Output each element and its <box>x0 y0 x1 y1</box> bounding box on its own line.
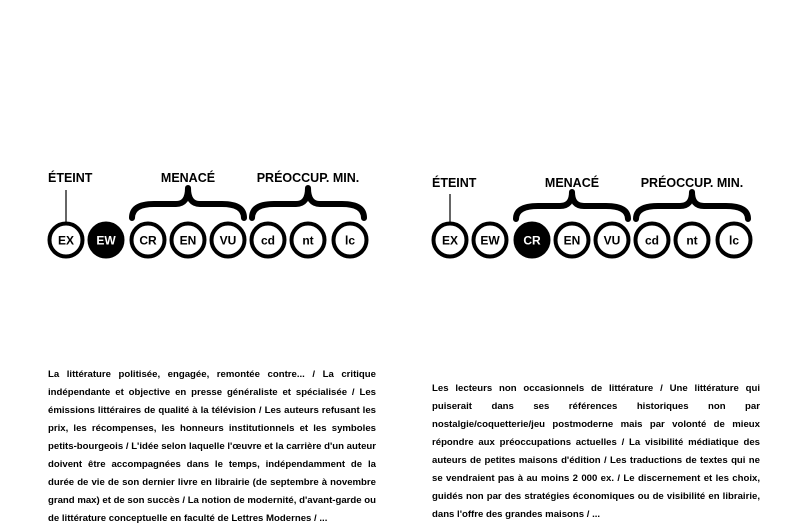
left-status-cd <box>252 224 285 257</box>
svg-text:EX: EX <box>57 233 75 248</box>
svg-text:EX: EX <box>441 233 459 248</box>
left-label-least-concern: PRÉOCCUP. MIN. <box>256 171 360 185</box>
left-conservation-scale <box>44 160 394 270</box>
svg-text:VU: VU <box>603 233 621 248</box>
svg-text:EW: EW <box>96 233 116 248</box>
right-status-cd <box>636 224 669 257</box>
svg-text:nt: nt <box>686 233 698 248</box>
right-least-concern-brace <box>636 192 748 219</box>
svg-text:lc: lc <box>344 233 356 248</box>
left-label-threatened: MENACÉ <box>160 171 216 185</box>
right-conservation-scale <box>428 160 778 270</box>
svg-text:CR: CR <box>523 233 541 248</box>
svg-text:cd: cd <box>260 233 276 248</box>
right-status-ex <box>434 224 467 257</box>
right-threatened-brace <box>516 192 628 219</box>
left-label-extinct: ÉTEINT <box>48 171 93 185</box>
left-status-lc <box>334 224 367 257</box>
right-label-threatened: MENACÉ <box>544 176 600 190</box>
left-status-nt <box>292 224 325 257</box>
left-status-cr <box>132 224 165 257</box>
left-threatened-brace <box>132 188 244 218</box>
svg-text:nt: nt <box>302 233 314 248</box>
right-description-text: Les lecteurs non occasionnels de littérature / Une littérature qui puiserait dans ses références historiques non par nostalgie/coquetterie/jeu postmoderne mais par volonté de mieux répondre aux préoccupations actuelles / La visibilité médiatique des auteurs de petites maisons d'édition / Les traductions de textes qui ne se vendraient pas à au moins 2 000 ex. / Le discernement et les choix, guidés non par des stratégies économiques ou de visibilité en librairie, dans l'offre des grandes maisons / ... <box>432 383 760 520</box>
right-status-lc <box>718 224 751 257</box>
left-status-ew <box>90 224 123 257</box>
right-status-cr <box>516 224 549 257</box>
left-least-concern-brace <box>252 188 364 218</box>
svg-text:EN: EN <box>563 233 581 248</box>
svg-text:EN: EN <box>179 233 197 248</box>
left-status-en <box>172 224 205 257</box>
svg-text:CR: CR <box>139 233 157 248</box>
left-status-vu <box>212 224 245 257</box>
svg-text:VU: VU <box>219 233 237 248</box>
right-status-nt <box>676 224 709 257</box>
svg-text:lc: lc <box>728 233 740 248</box>
right-status-ew <box>474 224 507 257</box>
right-label-extinct: ÉTEINT <box>432 176 477 190</box>
right-label-least-concern: PRÉOCCUP. MIN. <box>640 176 744 190</box>
svg-text:EW: EW <box>480 233 500 248</box>
right-status-vu <box>596 224 629 257</box>
right-status-en <box>556 224 589 257</box>
left-description-text: La littérature politisée, engagée, remontée contre... / La critique indépendante et objective en presse généraliste et spécialisée / Les émissions littéraires de qualité à la télévision / Les auteurs refusant les prix, les récompenses, les honneurs institutionnels et les symboles petits-bourgeois / L'idée selon laquelle l'œuvre et la carrière d'un auteur doivent être accompagnées dans le temps, indépendamment de la durée de vie de son dernier livre en librairie (de septembre à novembre grand max) et de son succès / La notion de modernité, d'avant-garde ou de littérature conceptuelle en faculté de Lettres Modernes / ... <box>48 369 376 524</box>
svg-text:cd: cd <box>644 233 660 248</box>
left-status-ex <box>50 224 83 257</box>
